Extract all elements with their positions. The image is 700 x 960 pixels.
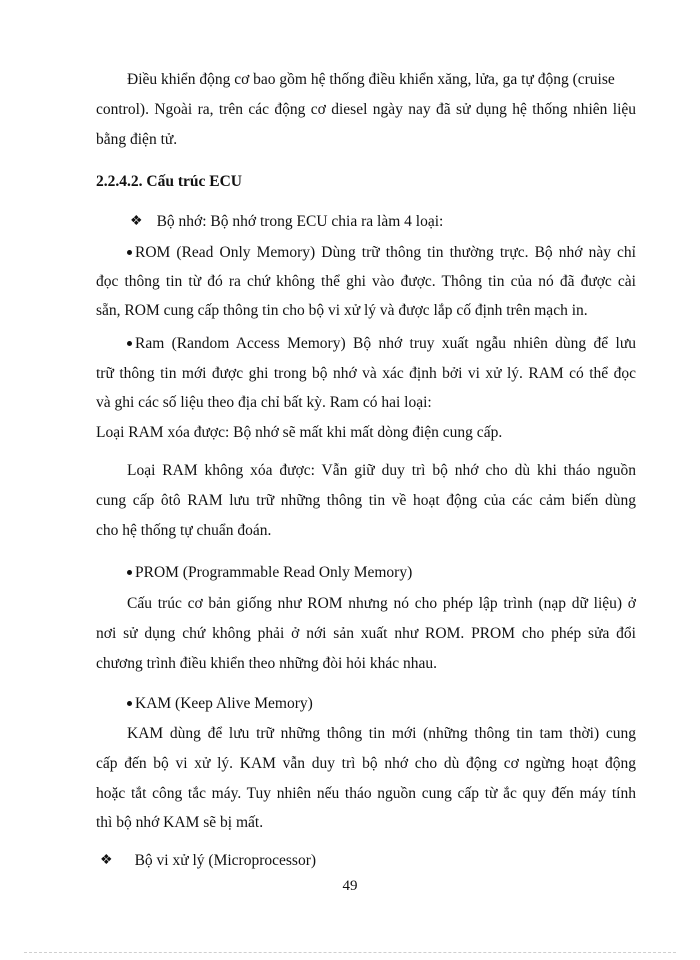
section-heading: 2.2.4.2. Cấu trúc ECU bbox=[96, 173, 242, 190]
text-line: cho hệ thống tự chuẩn đoán. bbox=[96, 522, 272, 539]
text-line: cấp đến bộ vi xử lý. KAM vẫn duy trì bộ nhớ cho dù động cơ ngừng hoạt động bbox=[96, 755, 636, 772]
text-line: cung cấp ôtô RAM lưu trữ những thông tin về hoạt động của các cảm biến dùng bbox=[96, 492, 636, 509]
bullet-dot-icon bbox=[127, 570, 132, 575]
microprocessor-text: Bộ vi xử lý (Microprocessor) bbox=[134, 852, 317, 869]
text-line: Loại RAM xóa được: Bộ nhớ sẽ mất khi mất dòng điện cung cấp. bbox=[96, 424, 503, 441]
text-line: và ghi các số liệu theo địa chỉ bất kỳ. Ram có hai loại: bbox=[96, 394, 432, 411]
rom-bullet-line bbox=[127, 243, 636, 263]
ram-bullet-line bbox=[127, 334, 636, 354]
bullet-dot-icon bbox=[127, 701, 132, 706]
text-line: sẵn, ROM cung cấp thông tin cho bộ vi xử lý và được lắp cố định trên mạch in. bbox=[96, 302, 588, 319]
text-line: thì bộ nhớ KAM sẽ bị mất. bbox=[96, 814, 264, 831]
text-line: đọc thông tin từ đó ra chứ không thể ghi vào được. Thông tin của nó đã được cài bbox=[96, 273, 636, 290]
kam-title: KAM (Keep Alive Memory) bbox=[135, 695, 313, 712]
text-line: control). Ngoài ra, trên các động cơ diesel ngày nay đã sử dụng hệ thống nhiên liệu bbox=[96, 101, 636, 118]
bullet-dot-icon bbox=[127, 341, 132, 346]
text-line: KAM dùng để lưu trữ những thông tin mới (những thông tin tam thời) cung bbox=[127, 725, 636, 742]
memory-intro-text: Bộ nhớ: Bộ nhớ trong ECU chia ra làm 4 loại: bbox=[156, 213, 444, 230]
ram-text: Ram (Random Access Memory) Bộ nhớ truy xuất ngẫu nhiên dùng để lưu bbox=[135, 335, 636, 352]
microprocessor-line bbox=[100, 851, 316, 872]
footer-divider bbox=[24, 952, 676, 953]
prom-bullet-line bbox=[127, 563, 412, 583]
text-line: Cấu trúc cơ bản giống như ROM nhưng nó cho phép lập trình (nạp dữ liệu) ở bbox=[127, 595, 636, 612]
rom-text: ROM (Read Only Memory) Dùng trữ thông tin thường trực. Bộ nhớ này chỉ bbox=[135, 244, 636, 261]
text-line: Điều khiển động cơ bao gồm hệ thống điều khiển xăng, lửa, ga tự động (cruise bbox=[127, 71, 615, 88]
kam-bullet-line bbox=[127, 694, 313, 714]
text-line: Loại RAM không xóa được: Vẫn giữ duy trì bộ nhớ cho dù khi tháo nguồn bbox=[127, 462, 636, 479]
text-line: chương trình điều khiển theo những đòi hỏi khác nhau. bbox=[96, 655, 437, 672]
diamond-bullet-icon: ❖ bbox=[100, 853, 113, 868]
bullet-dot-icon bbox=[127, 250, 132, 255]
text-line: hoặc tắt công tắc máy. Tuy nhiên nếu tháo nguồn cung cấp từ ắc quy đến máy tính bbox=[96, 785, 636, 802]
page-number: 49 bbox=[342, 878, 358, 894]
memory-intro-line bbox=[130, 212, 443, 233]
prom-title: PROM (Programmable Read Only Memory) bbox=[135, 564, 413, 581]
text-line: bằng điện tử. bbox=[96, 131, 178, 148]
text-line: trữ thông tin mới được ghi trong bộ nhớ và xác định bởi vi xử lý. RAM có thể đọc bbox=[96, 365, 636, 382]
text-line: nơi sử dụng chứ không phải ở nới sản xuất như ROM. PROM cho phép sửa đổi bbox=[96, 625, 636, 642]
diamond-bullet-icon: ❖ bbox=[130, 214, 143, 229]
